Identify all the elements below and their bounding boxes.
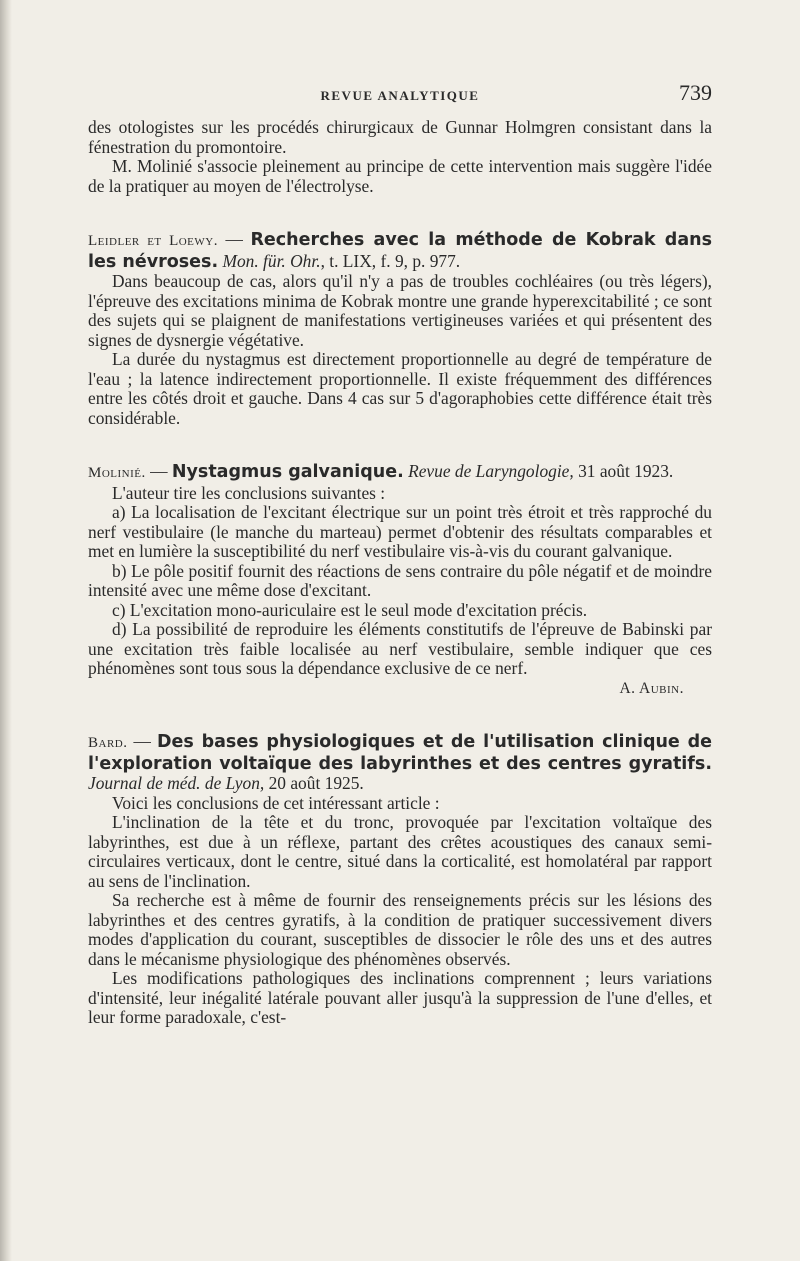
page-content xyxy=(88,118,712,1028)
article-heading xyxy=(88,462,712,484)
article-paragraph: La durée du nystagmus est directement proportionnelle au degré de température de l'eau ; la latence indirectement proportionnelle. Il existe fréquemment des différences entre les côtés droit et gauche. Dans 4 cas sur 5 d'agoraphobies cette différence était très considérable. xyxy=(88,349,712,428)
heading-dash: — xyxy=(127,731,157,751)
article-leidler-loewy xyxy=(88,230,712,428)
conclusion-a: a) La localisation de l'excitant électrique sur un point très étroit et très rapproché du nerf vestibulaire (le manche du marteau) permet d'obtenir des résultats comparables et met en lumière la susceptibilité du nerf vestibulaire vis-à-vis du courant galvanique. xyxy=(88,502,712,561)
reviewer-name: A. Aubin. xyxy=(619,679,684,697)
reviewer-signature xyxy=(88,679,712,699)
article-authors: Leidler et Loewy. xyxy=(88,233,218,249)
article-title: Des bases physiologiques et de l'utilisation clinique de l'exploration voltaïque des labyrinthes et des centres gyratifs. xyxy=(88,732,712,774)
article-paragraph: Sa recherche est à même de fournir des renseignements précis sur les lésions des labyrinthes et des centres gyratifs, à la condition de pratiquer successivement divers modes d'application du courant, susceptibles de dissocier le rôle des uns et des autres dans le mécanisme physiologique des phénomènes observés. xyxy=(88,890,712,969)
article-journal: Journal de méd. de Lyon, xyxy=(88,773,265,793)
article-authors: Bard. xyxy=(88,735,128,751)
article-paragraph: L'auteur tire les conclusions suivantes : xyxy=(112,482,386,503)
article-title: Recherches avec la méthode de Kobrak dans les névroses. xyxy=(88,230,713,272)
heading-dash: — xyxy=(217,229,251,249)
article-title: Nystagmus galvanique. xyxy=(171,462,404,482)
article-molinie xyxy=(88,462,712,698)
article-paragraph: Dans beaucoup de cas, alors qu'il n'y a pas de troubles cochléaires (ou très légers), l'épreuve des excitations minima de Kobrak montre une grande hyperexcitabilité ; ce sont des sujets qui se plaignent de manifestations vertigineuses variées et qui présentent des signes de dysnergie végétative. xyxy=(88,271,712,350)
intro-section xyxy=(88,118,712,196)
page-edge-shadow xyxy=(0,0,12,1261)
article-paragraph: Les modifications pathologiques des inclinations comprennent ; leurs variations d'intensité, leur inégalité latérale pouvant aller jusqu'à la suppression de l'une d'elles, et leur forme paradoxale, c'est- xyxy=(88,968,712,1027)
article-bard xyxy=(88,732,712,1028)
article-authors: Molinié. xyxy=(88,465,146,481)
article-reference: , t. LIX, f. 9, p. 977. xyxy=(320,250,461,271)
page-header xyxy=(88,80,712,110)
article-journal: Mon. für. Ohr. xyxy=(222,250,321,271)
conclusion-c: c) L'excitation mono-auriculaire est le seul mode d'excitation précis. xyxy=(112,599,588,620)
article-reference: 20 août 1925. xyxy=(264,773,364,793)
article-heading xyxy=(88,230,712,272)
page-number: 739 xyxy=(679,80,712,105)
article-paragraph: L'inclination de la tête et du tronc, provoquée par l'excitation voltaïque des labyrinthes, est due à un réflexe, partant des crêtes acoustiques des canaux semi-circulaires verticaux, dont le centre, situé dans la corticalité, est homolatéral par rapport au sens de l'inclination. xyxy=(88,812,712,891)
article-reference: 31 août 1923. xyxy=(573,461,674,481)
article-journal: Revue de Laryngologie, xyxy=(408,461,574,481)
intro-paragraph-1: des otologistes sur les procédés chirurgicaux de Gunnar Holmgren consistant dans la fénestration du promontoire. xyxy=(88,117,712,157)
running-title: REVUE ANALYTIQUE xyxy=(320,88,480,103)
heading-dash: — xyxy=(145,461,172,481)
article-paragraph: Voici les conclusions de cet intéressant article : xyxy=(112,792,440,813)
article-heading xyxy=(88,732,712,794)
conclusion-b: b) Le pôle positif fournit des réactions de sens contraire du pôle négatif et de moindre intensité avec une même dose d'excitant. xyxy=(88,560,712,600)
intro-paragraph-2: M. Molinié s'associe pleinement au principe de cette intervention mais suggère l'idée de la pratiquer au moyen de l'électrolyse. xyxy=(88,156,712,196)
conclusion-d: d) La possibilité de reproduire les éléments constitutifs de l'épreuve de Babinski par une excitation très faible localisée au nerf vestibulaire, semble indiquer que ces phénomènes sont tous sous la dépendance exclusive de ce nerf. xyxy=(88,619,712,678)
